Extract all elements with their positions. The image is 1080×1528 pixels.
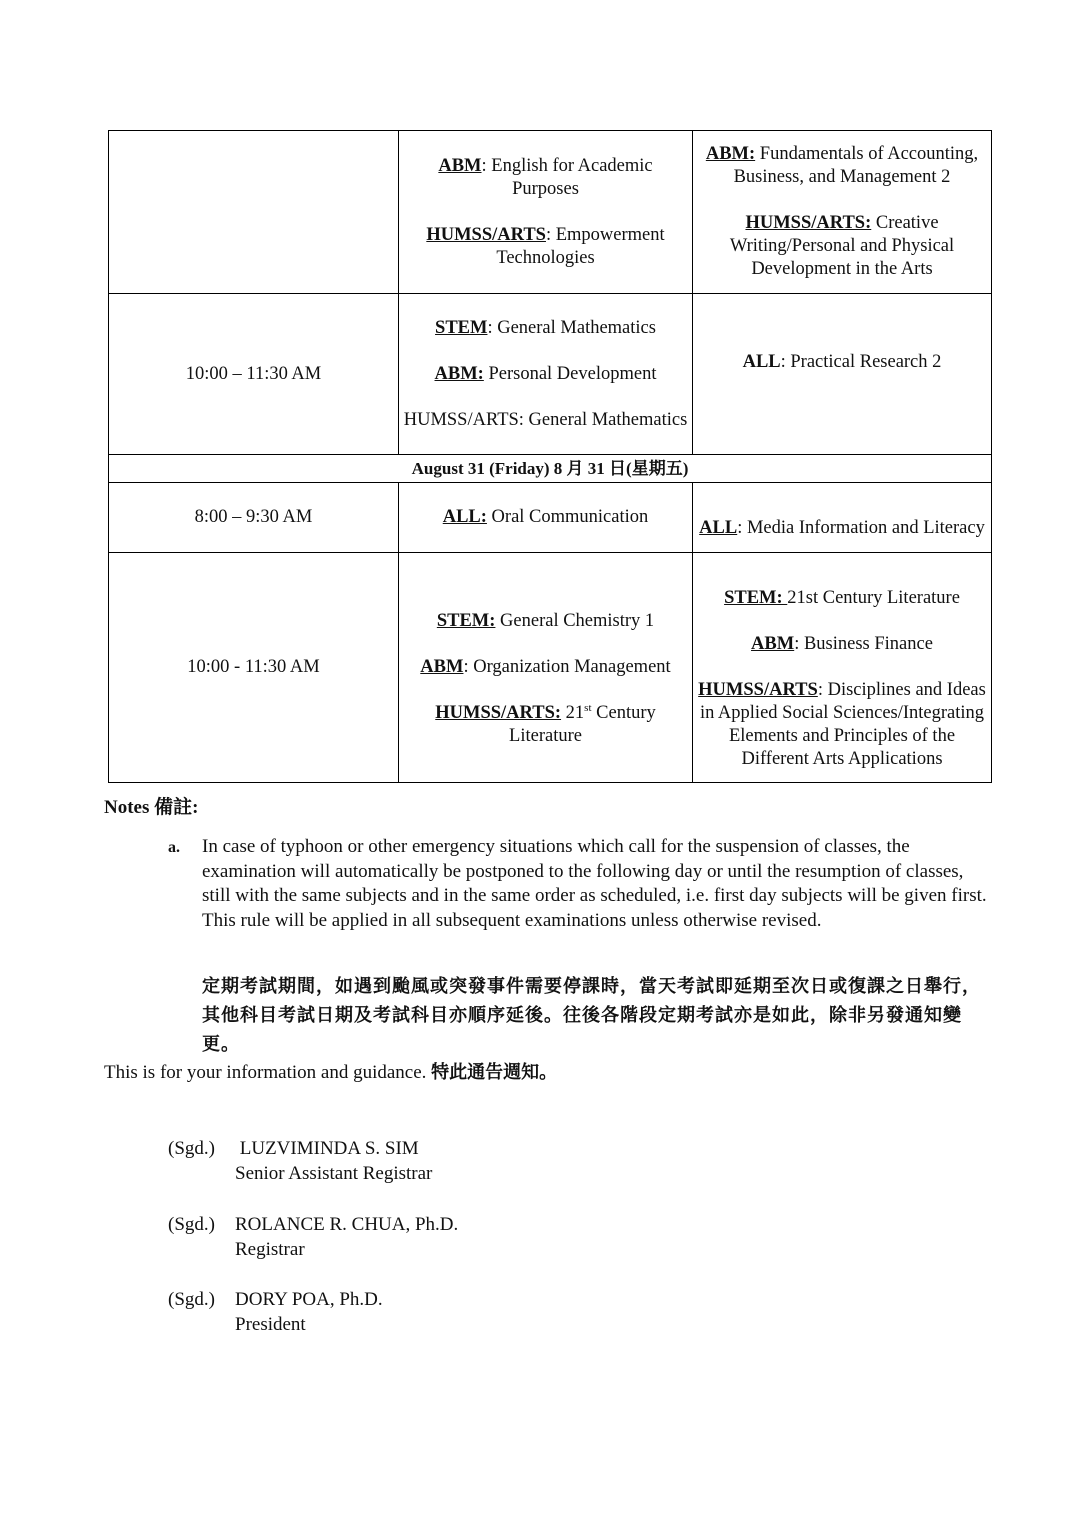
subject-text: : Media Information and Literacy (737, 518, 985, 538)
signed-marker: (Sgd.) (168, 1138, 215, 1159)
schedule-row (109, 483, 992, 553)
subject-entry (697, 679, 987, 771)
signatory (168, 1212, 458, 1262)
strand-label: ABM: (705, 144, 756, 164)
strand-label: HUMSS/ARTS (698, 679, 818, 700)
signatory (168, 1136, 432, 1186)
subject-entry: HUMSS/ARTS: 21st Century Literature (435, 701, 656, 746)
subject-text: Personal Development (483, 363, 657, 384)
subject-entry (403, 506, 688, 529)
subject-entry (697, 633, 987, 656)
strand-label: ALL (742, 352, 781, 372)
subject-entry (697, 587, 987, 610)
subject-text: Oral Communication (486, 507, 649, 527)
subject-text: General Chemistry 1 (495, 610, 655, 631)
subject-cell (693, 553, 992, 783)
schedule-row (109, 553, 992, 783)
strand-label: ALL: (442, 507, 487, 527)
exam-schedule-table (108, 130, 992, 783)
subject-text: : Organization Management (463, 656, 671, 677)
time-cell: 8:00 – 9:30 AM (109, 483, 399, 553)
subject-entry (403, 155, 688, 201)
notes-heading: Notes 備註: (104, 797, 199, 818)
closing-text-chinese: 特此通告週知。 (431, 1062, 558, 1083)
strand-label: STEM: (436, 610, 496, 631)
subject-cell (399, 553, 693, 783)
day-header-row (109, 455, 992, 483)
subject-entry (697, 212, 987, 281)
strand-label: STEM: (724, 587, 788, 608)
subject-entry (403, 656, 688, 679)
subject-text: : General Mathematics (487, 317, 656, 338)
signatory (168, 1287, 383, 1337)
strand-label: ABM (420, 656, 464, 677)
subject-entry (697, 143, 987, 189)
signatory-name: ROLANCE R. CHUA, Ph.D. (235, 1214, 459, 1235)
note-text-english: In case of typhoon or other emergency situations which call for the suspension of classes, the examination will automatically be postponed to the following day or until the resumption of classes, still with the same subjects and in the same order as scheduled, i.e. first day subjects will be given first. This rule will be applied in all subsequent examinations unless otherwise revised. (202, 836, 987, 931)
subject-text: Creative Writing/Personal and Physical Development in the Arts (729, 213, 955, 279)
subject-entry (403, 224, 688, 270)
strand-label: HUMSS/ARTS: (435, 702, 562, 723)
subject-text: : Disciplines and Ideas in Applied Social Sciences/Integrating Elements and Principles of the Different Arts Applications (699, 679, 986, 769)
time-cell: 10:00 - 11:30 AM (109, 553, 399, 783)
time-cell (109, 131, 399, 294)
strand-label: ALL (699, 518, 738, 538)
subject-text: : Empowerment Technologies (496, 224, 665, 268)
strand-label: ABM (751, 633, 795, 654)
signatory-title: President (235, 1314, 306, 1335)
strand-label: HUMSS/ARTS: (745, 213, 872, 233)
note-text-chinese: 定期考試期間，如遇到颱風或突發事件需要停課時，當天考試即延期至次日或復課之日舉行，其他科目考試日期及考試科目亦順序延後。往後各階段定期考試亦是如此，除非另發通知變更。 (202, 976, 981, 1055)
schedule-row (109, 131, 992, 294)
subject-text: Fundamentals of Accounting, Business, and Management 2 (733, 144, 979, 187)
subject-entry (403, 363, 688, 386)
subject-entry (403, 610, 688, 633)
signed-marker: (Sgd.) (168, 1289, 215, 1310)
subject-entry (697, 517, 987, 540)
signed-marker: (Sgd.) (168, 1214, 215, 1235)
subject-text: 21st Century Literature (787, 587, 960, 608)
time-cell: 10:00 – 11:30 AM (109, 294, 399, 455)
strand-label: HUMSS/ARTS (426, 224, 546, 245)
subject-text: : Practical Research 2 (780, 352, 942, 372)
signatory-name: LUZVIMINDA S. SIM (235, 1138, 419, 1159)
subject-text: : Business Finance (794, 633, 933, 654)
day-header: August 31 (Friday) 8 月 31 日(星期五) (109, 455, 992, 483)
subject-cell (693, 131, 992, 294)
strand-label: STEM (435, 317, 488, 338)
subject-entry: HUMSS/ARTS: General Mathematics (403, 409, 688, 430)
signatory-title: Registrar (235, 1239, 305, 1260)
strand-label: ABM: (434, 363, 484, 384)
subject-cell (693, 294, 992, 455)
schedule-row (109, 294, 992, 455)
signatory-name: DORY POA, Ph.D. (235, 1289, 383, 1310)
subject-text: : English for Academic Purposes (481, 155, 653, 199)
subject-cell (399, 131, 693, 294)
subject-cell (399, 483, 693, 553)
note-marker: a. (168, 839, 180, 856)
closing-text-english: This is for your information and guidance. (104, 1062, 432, 1083)
subject-entry (403, 317, 688, 340)
strand-label: ABM (438, 155, 482, 176)
subject-cell (693, 483, 992, 553)
subject-cell (399, 294, 693, 455)
subject-entry (697, 351, 987, 374)
signatory-title: Senior Assistant Registrar (235, 1163, 433, 1184)
closing-line (104, 1061, 557, 1084)
